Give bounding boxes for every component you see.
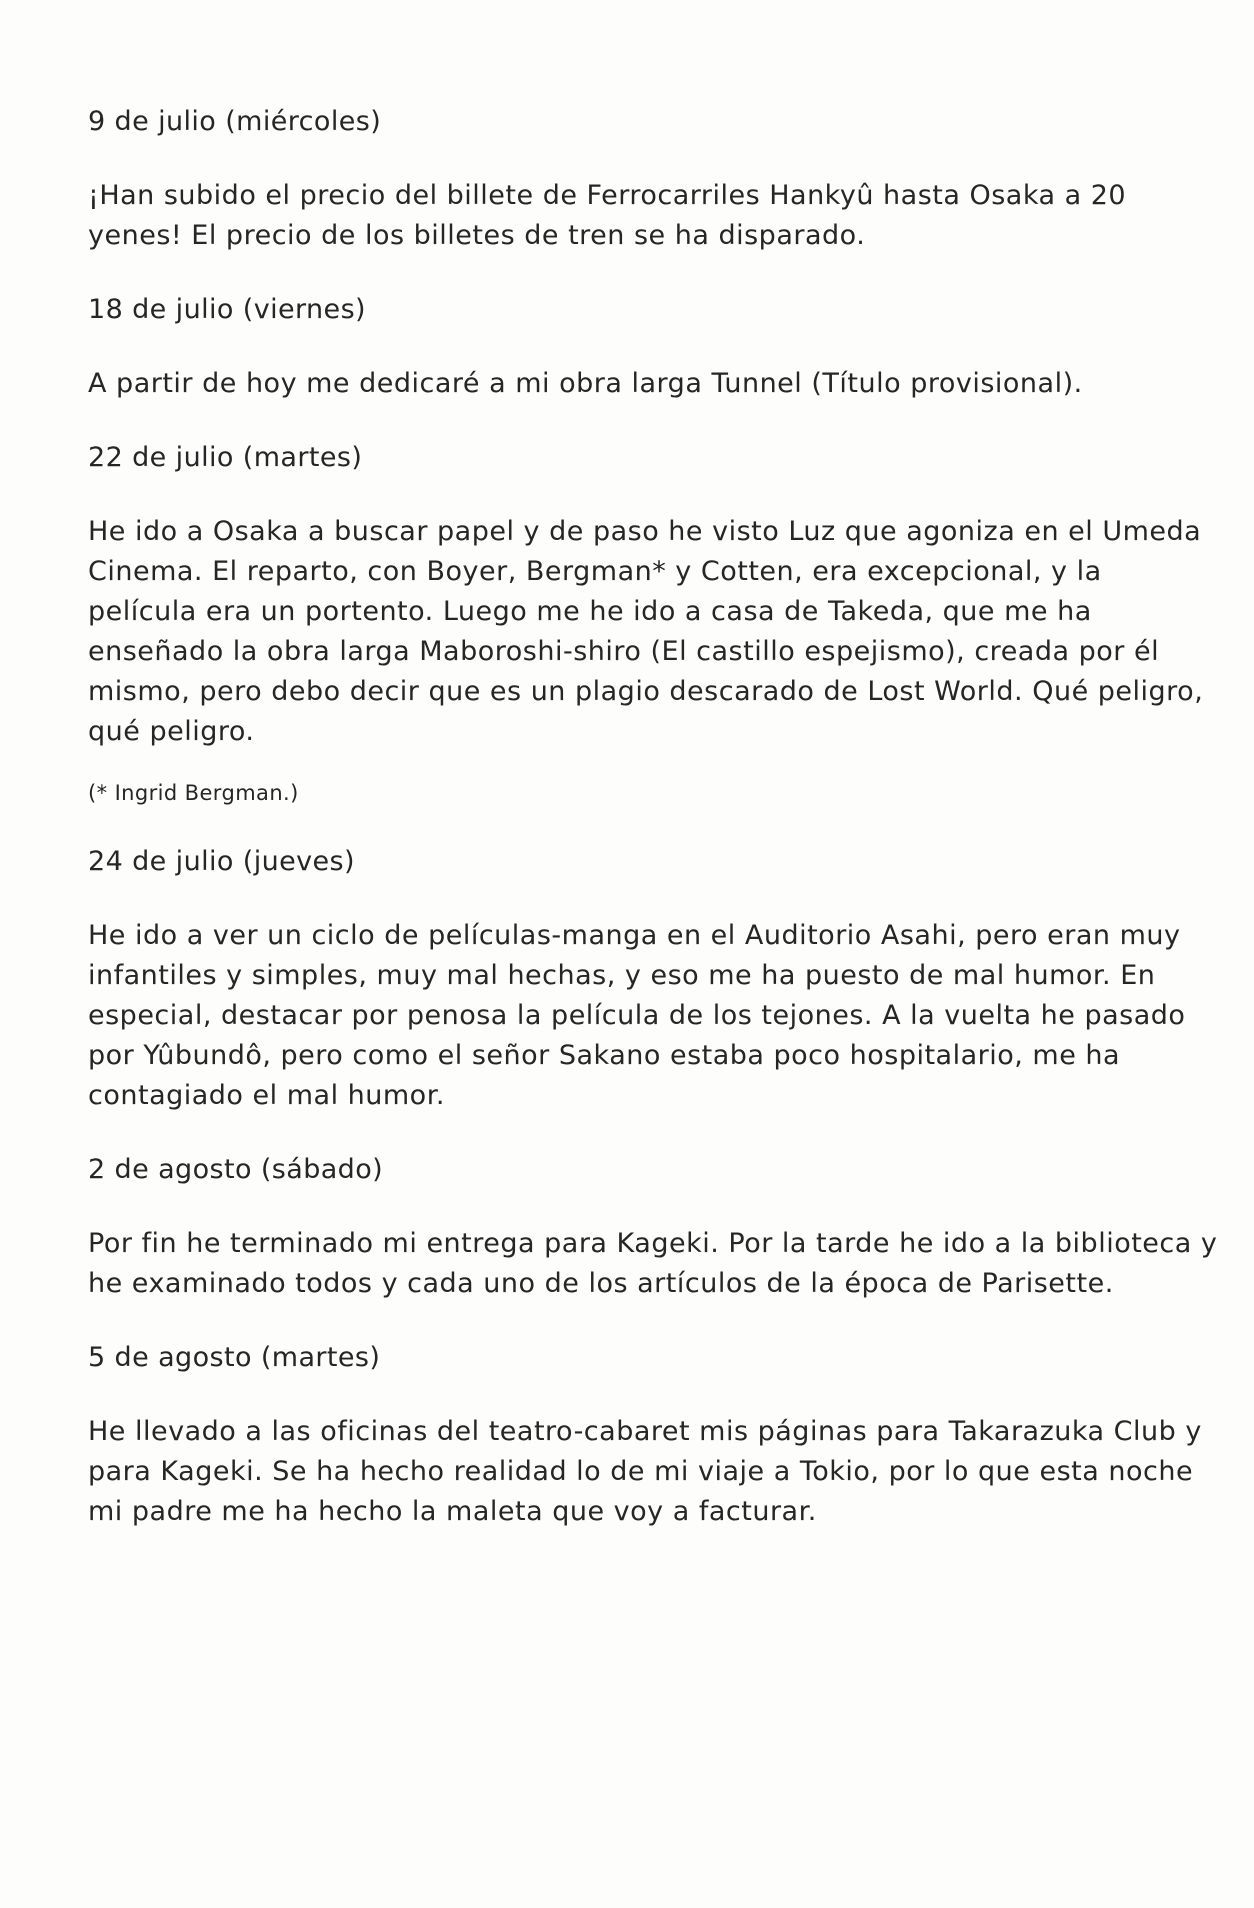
entry-text: He ido a Osaka a buscar papel y de paso he visto Luz que agoniza en el Umeda Cinema. El reparto, con Boyer, Bergman* y Cotten, era excepcional, y la película era un portento. Luego me he ido a casa de Takeda, que me ha enseñado la obra larga Maboroshi-shiro (El castillo espejismo), creada por él mismo, pero debo decir que es un plagio descarado de Lost World. Qué peligro, qué peligro.: [88, 516, 1204, 747]
footnote: (* Ingrid Bergman.): [88, 781, 299, 805]
entry-date: 18 de julio (viernes): [88, 294, 366, 325]
diary-entry: [88, 102, 1218, 256]
entry-text: ¡Han subido el precio del billete de Ferrocarriles Hankyû hasta Osaka a 20 yenes! El precio de los billetes de tren se ha disparado.: [88, 180, 1127, 251]
diary-entry: [88, 1338, 1218, 1532]
entry-text: He llevado a las oficinas del teatro-cabaret mis páginas para Takarazuka Club y para Kageki. Se ha hecho realidad lo de mi viaje a Tokio, por lo que esta noche mi padre me ha hecho la maleta que voy a facturar.: [88, 1416, 1202, 1527]
entry-date: 5 de agosto (martes): [88, 1342, 381, 1373]
entry-date: 9 de julio (miércoles): [88, 106, 382, 137]
diary-entry: [88, 1150, 1218, 1304]
entry-text: Por fin he terminado mi entrega para Kageki. Por la tarde he ido a la biblioteca y he examinado todos y cada uno de los artículos de la época de Parisette.: [88, 1228, 1218, 1299]
entry-date: 24 de julio (jueves): [88, 846, 355, 877]
entry-text: He ido a ver un ciclo de películas-manga en el Auditorio Asahi, pero eran muy infantiles y simples, muy mal hechas, y eso me ha puesto de mal humor. En especial, destacar por penosa la película de los tejones. A la vuelta he pasado por Yûbundô, pero como el señor Sakano estaba poco hospitalario, me ha contagiado el mal humor.: [88, 920, 1186, 1111]
entry-text: A partir de hoy me dedicaré a mi obra larga Tunnel (Título provisional).: [88, 368, 1083, 399]
diary-entry: [88, 438, 1218, 808]
diary-entry: [88, 842, 1218, 1116]
diary-page: [88, 102, 1218, 1566]
diary-entry: [88, 290, 1218, 404]
entry-date: 2 de agosto (sábado): [88, 1154, 384, 1185]
entry-date: 22 de julio (martes): [88, 442, 363, 473]
